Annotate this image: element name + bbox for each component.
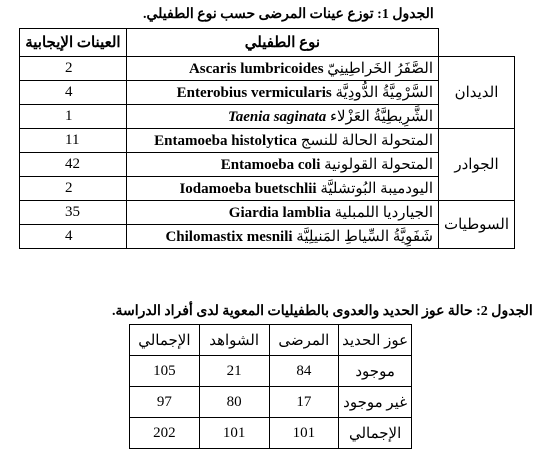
latin-name: Entamoeba coli bbox=[220, 157, 321, 173]
arabic-name: الشَّرِيطِيَّةُ العَزْلاء bbox=[329, 109, 434, 125]
row-label: الإجمالي bbox=[339, 418, 412, 449]
header-iron-deficiency: عوز الحديد bbox=[339, 325, 412, 356]
controls-cell: 21 bbox=[199, 356, 269, 387]
positive-count: 42 bbox=[20, 153, 127, 177]
latin-name: Taenia saginata bbox=[227, 109, 327, 125]
table-row bbox=[130, 418, 412, 449]
parasite-name bbox=[126, 153, 438, 177]
parasite-distribution-table bbox=[19, 28, 515, 249]
parasite-name bbox=[126, 57, 438, 81]
latin-name: Iodamoeba buetschlii bbox=[179, 181, 317, 197]
latin-name: Entamoeba histolytica bbox=[154, 133, 298, 149]
patients-cell: 101 bbox=[269, 418, 339, 449]
table-header-row bbox=[130, 325, 412, 356]
table1-caption: الجدول 1: توزع عينات المرضى حسب نوع الطفيلي. bbox=[143, 7, 434, 22]
parasite-name bbox=[126, 225, 438, 249]
group-label-protozoa: الجوادر bbox=[439, 129, 515, 201]
header-total: الإجمالي bbox=[130, 325, 200, 356]
positive-count: 35 bbox=[20, 201, 127, 225]
arabic-name: الجيارديا اللمبلية bbox=[334, 205, 434, 221]
latin-name: Giardia lamblia bbox=[228, 205, 331, 221]
parasite-name bbox=[126, 177, 438, 201]
table2-caption: الجدول 2: حالة عوز الحديد والعدوى بالطفيليات المعوية لدى أفراد الدراسة. bbox=[112, 304, 533, 319]
parasite-name bbox=[126, 201, 438, 225]
row-label: موجود bbox=[339, 356, 412, 387]
table-row bbox=[130, 356, 412, 387]
table-row bbox=[130, 387, 412, 418]
header-group-empty bbox=[439, 29, 515, 57]
group-label-flagellates: السوطيات bbox=[439, 201, 515, 249]
latin-name: Enterobius vermicularis bbox=[176, 85, 332, 101]
latin-name: Ascaris lumbricoides bbox=[188, 61, 324, 77]
header-parasite-type: نوع الطفيلي bbox=[126, 29, 438, 57]
header-patients: المرضى bbox=[269, 325, 339, 356]
positive-count: 4 bbox=[20, 81, 127, 105]
header-positive-samples: العينات الإيجابية bbox=[20, 29, 127, 57]
patients-cell: 84 bbox=[269, 356, 339, 387]
row-label: غير موجود bbox=[339, 387, 412, 418]
positive-count: 2 bbox=[20, 57, 127, 81]
group-label-worms: الديدان bbox=[439, 57, 515, 129]
arabic-name: اليودميبة البُوتشليَّة bbox=[320, 181, 434, 197]
arabic-name: شَفَوِيَّةُ السِّياطِ المَنيلِيَّة bbox=[296, 229, 434, 245]
table-row bbox=[20, 201, 515, 225]
arabic-name: الصَّفَرُ الخَراطِينِيّ bbox=[327, 61, 434, 77]
table-header-row bbox=[20, 29, 515, 57]
patients-cell: 17 bbox=[269, 387, 339, 418]
header-controls: الشواهد bbox=[199, 325, 269, 356]
parasite-name bbox=[126, 81, 438, 105]
table-row bbox=[20, 57, 515, 81]
positive-count: 1 bbox=[20, 105, 127, 129]
controls-cell: 80 bbox=[199, 387, 269, 418]
controls-cell: 101 bbox=[199, 418, 269, 449]
parasite-name bbox=[126, 129, 438, 153]
positive-count: 11 bbox=[20, 129, 127, 153]
parasite-name bbox=[126, 105, 438, 129]
arabic-name: السَّرْمِيَّةُ الدُّودِيَّة bbox=[335, 85, 434, 101]
positive-count: 2 bbox=[20, 177, 127, 201]
arabic-name: المتحولة القولونية bbox=[324, 157, 434, 173]
positive-count: 4 bbox=[20, 225, 127, 249]
arabic-name: المتحولة الحالة للنسج bbox=[300, 133, 434, 149]
table-row bbox=[20, 129, 515, 153]
total-cell: 202 bbox=[130, 418, 200, 449]
iron-deficiency-table bbox=[129, 324, 412, 449]
latin-name: Chilomastix mesnili bbox=[165, 229, 293, 245]
total-cell: 97 bbox=[130, 387, 200, 418]
total-cell: 105 bbox=[130, 356, 200, 387]
